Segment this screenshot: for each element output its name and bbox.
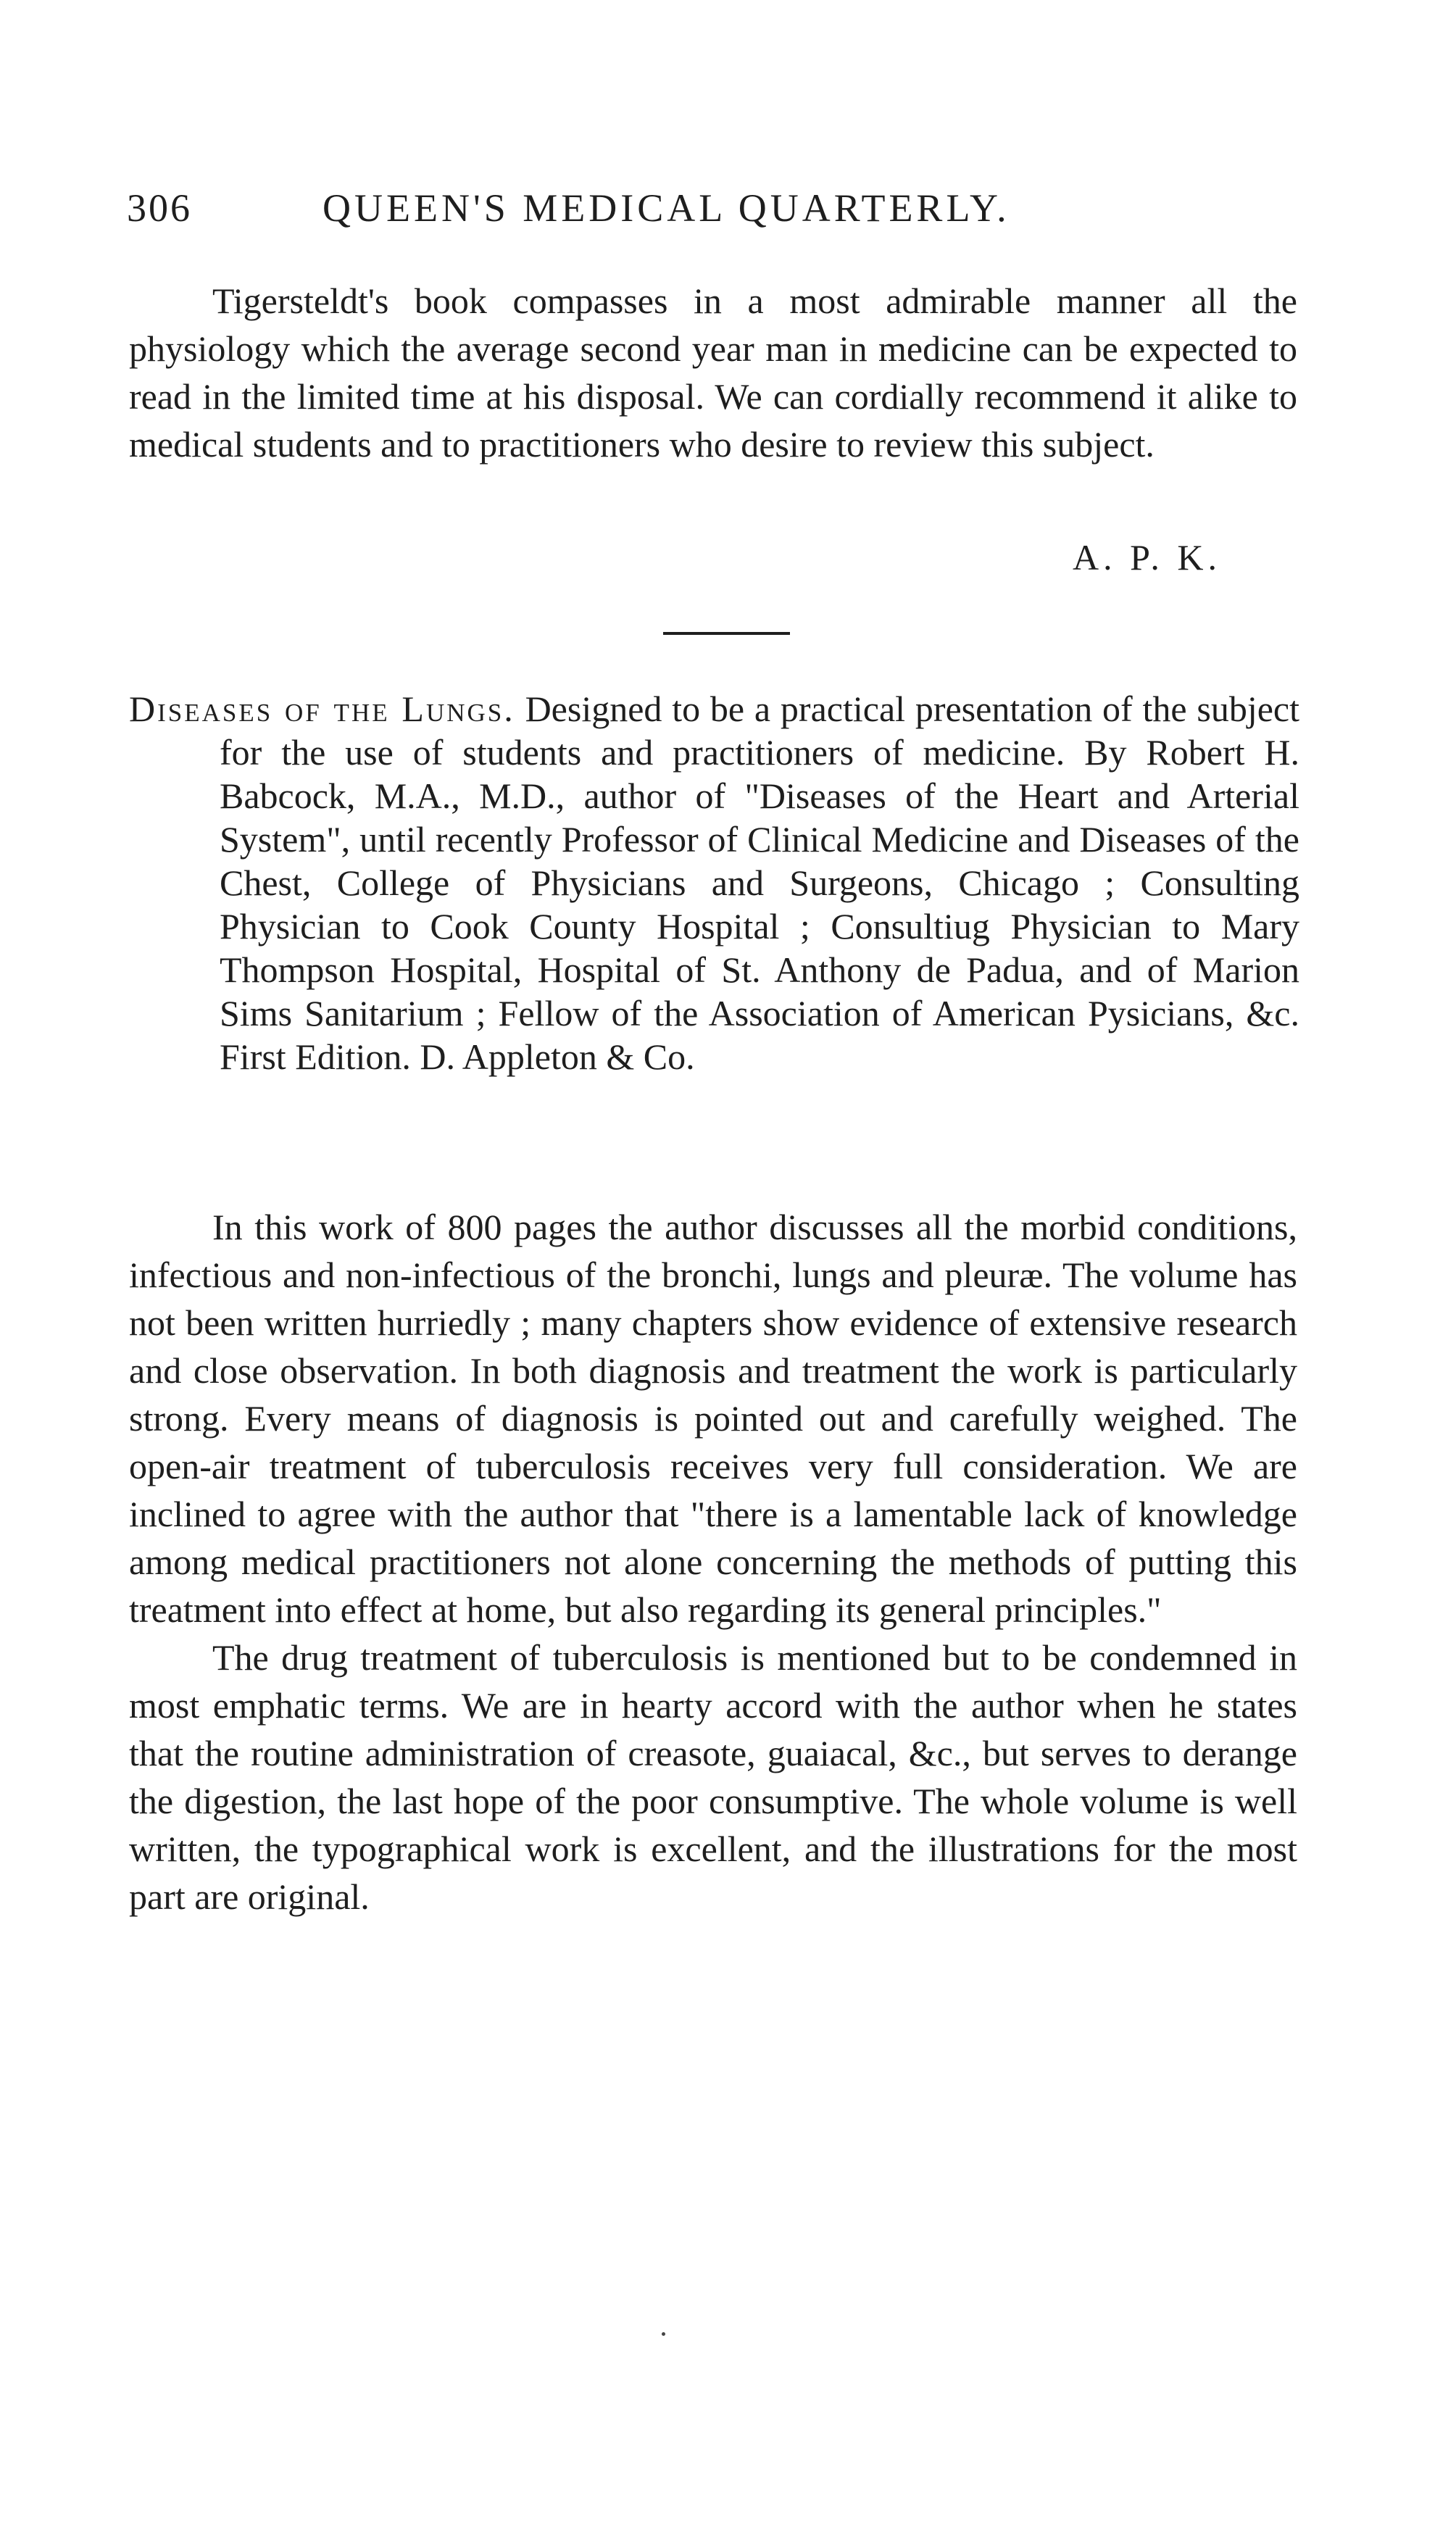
book-entry [129,687,1299,1078]
previous-review-ending [129,277,1297,468]
reviewer-signature: A. P. K. [1073,537,1221,578]
review-body [129,1203,1297,1921]
page-header [127,186,1301,244]
review-paragraph-2: The drug treatment of tuberculosis is mentioned but to be condemned in most emphatic terms. We are in hearty accord with the author when he states that the routine administration of creasote, guaiacal, &c., but serves to derange the digestion, the last hope of the poor consumptive. The whole volume is well written, the typographical work is excellent, and the illustrations for the most part are original. [129,1637,1297,1917]
ink-speck [662,2332,665,2336]
book-title: Diseases of the Lungs. [129,688,515,729]
review-paragraph: Tigersteldt's book compasses in a most admirable manner all the physiology which the average second year man in medicine can be expected to read in the limited time at his disposal. We can cordially recommend it alike to medical students and to practitioners who desire to review this subject. [129,280,1297,465]
page-number: 306 [127,186,192,230]
book-details: Designed to be a practical presentation of the subject for the use of students and practitioners of medicine. By Robert H. Babcock, M.A., M.D., author of "Diseases of the Heart and Arterial System", until recently Professor of Clinical Medicine and Diseases of the Chest, College of Physicians and Surgeons, Chicago ; Consulting Physician to Cook County Hospital ; Consultiug Physician to Mary Thompson Hospital, Hospital of St. Anthony de Padua, and of Marion Sims Sanitarium ; Fellow of the Association of American Pysicians, &c. First Edition. D. Appleton & Co. [220,688,1299,1077]
running-title: QUEEN'S MEDICAL QUARTERLY. [323,186,1010,230]
review-paragraph-1: In this work of 800 pages the author discusses all the morbid conditions, infectious and non-infectious of the bronchi, lungs and pleuræ. The volume has not been written hurriedly ; many chapters show evidence of extensive research and close observation. In both diagnosis and treatment the work is particularly strong. Every means of diagnosis is pointed out and carefully weighed. The open-air treatment of tuberculosis receives very full consideration. We are inclined to agree with the author that "there is a lamentable lack of knowledge among medical practitioners not alone concerning the methods of putting this treatment into effect at home, but also regarding its general principles." [129,1207,1297,1630]
section-divider [663,632,790,635]
